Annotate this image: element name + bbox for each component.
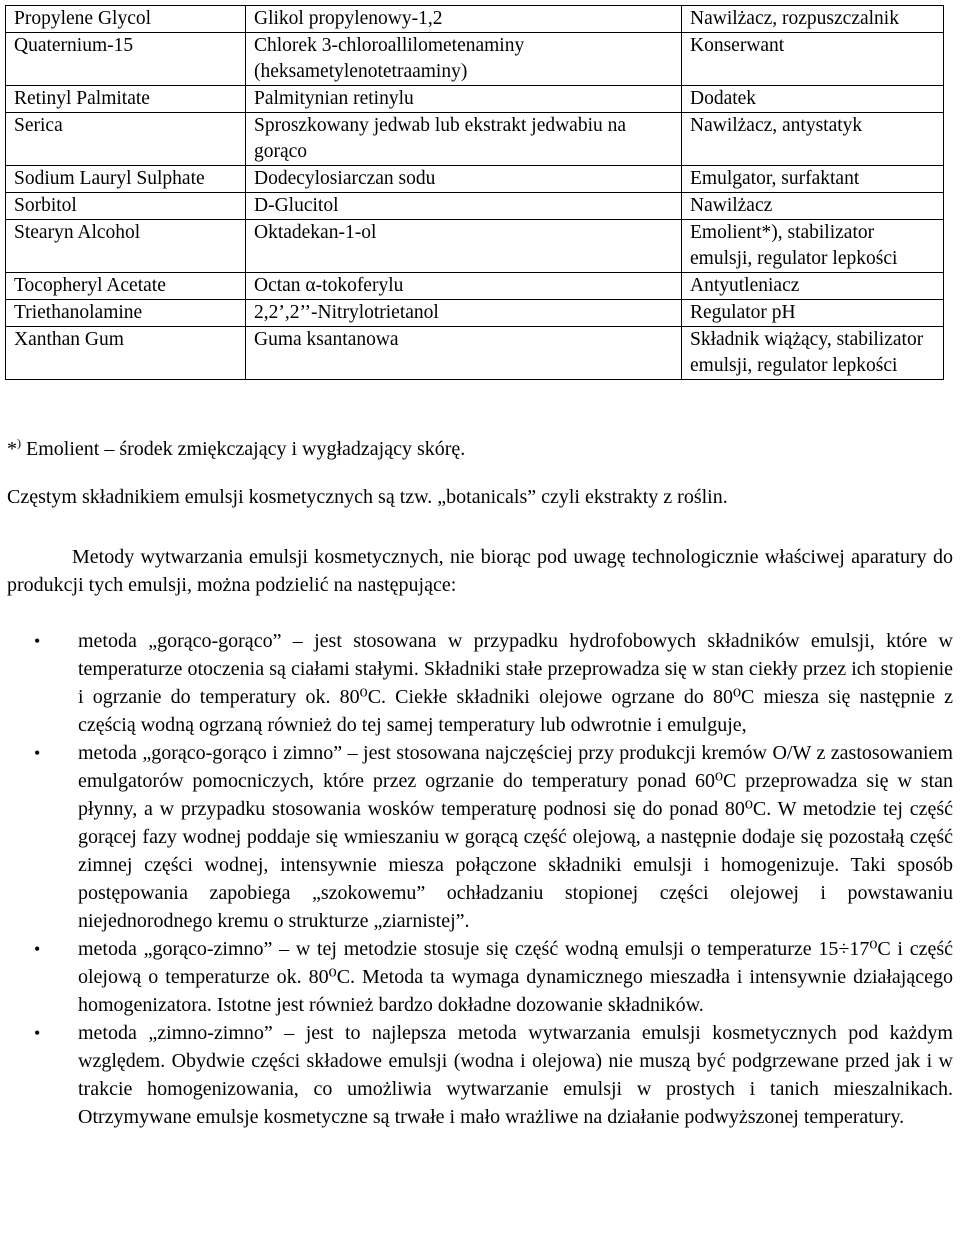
inci-cell: Sodium Lauryl Sulphate [6, 166, 246, 193]
table-row [6, 220, 944, 273]
list-item [0, 1019, 953, 1131]
name-cell: Chlorek 3-chloroallilometenaminy (heksametylenotetraaminy) [246, 33, 682, 86]
list-item-text: metoda „zimno-zimno” – jest to najlepsza metoda wytwarzania emulsji kosmetycznych pod każdym względem. Obydwie części składowe emulsji (wodna i olejowa) nie muszą być podgrzewane przed jak i w trakcie homogenizowania, co umożliwia wytwarzanie emulsji w prostych i tanich mieszalnikach. Otrzymywane emulsje kosmetyczne są trwałe i mało wrażliwe na działanie podwyższonej temperatury. [78, 1022, 953, 1128]
list-item [0, 935, 953, 1019]
table-row [6, 86, 944, 113]
inci-cell: Tocopheryl Acetate [6, 273, 246, 300]
function-cell: Składnik wiążący, stabilizator emulsji, regulator lepkości [682, 327, 944, 380]
table-row [6, 113, 944, 166]
inci-cell: Xanthan Gum [6, 327, 246, 380]
name-cell: Guma ksantanowa [246, 327, 682, 380]
methods-paragraph: Metody wytwarzania emulsji kosmetycznych, nie biorąc pod uwagę technologicznie właściwej aparatury do produkcji tych emulsji, można podzielić na następujące: [7, 546, 953, 596]
methods-list [0, 627, 953, 1131]
inci-cell: Propylene Glycol [6, 6, 246, 33]
name-cell: D-Glucitol [246, 193, 682, 220]
table-row [6, 273, 944, 300]
function-cell: Antyutleniacz [682, 273, 944, 300]
table-row [6, 6, 944, 33]
function-cell: Emulgator, surfaktant [682, 166, 944, 193]
list-item [0, 627, 953, 739]
bullet-icon: • [34, 631, 41, 651]
bullet-icon: • [34, 743, 41, 763]
function-cell: Nawilżacz, rozpuszczalnik [682, 6, 944, 33]
footnote [7, 430, 465, 462]
inci-cell: Quaternium-15 [6, 33, 246, 86]
function-cell: Konserwant [682, 33, 944, 86]
list-item-text: metoda „gorąco-gorąco i zimno” – jest stosowana najczęściej przy produkcji kremów O/W z zastosowaniem emulgatorów pomocniczych, które przez ogrzanie do temperatury ponad 60⁰C przeprowadza się w stan płynny, a w przypadku stosowania wosków temperaturę podnosi się do ponad 80⁰C. W metodzie tej część gorącej fazy wodnej poddaje się wmieszaniu w gorącą część olejową, a następnie dodaje się pozostałą część zimnej części wodnej, intensywnie miesza połączone składniki emulsji i homogenizuje. Taki sposób postępowania zapobiega „szokowemu” ochładzaniu stopionej części olejowej i powstawaniu niejednorodnego kremu o strukturze „ziarnistej”. [78, 742, 953, 932]
footnote-sup: ) [17, 436, 21, 450]
name-cell: Oktadekan-1-ol [246, 220, 682, 273]
ingredients-table [5, 5, 944, 380]
function-cell: Regulator pH [682, 300, 944, 327]
table-row [6, 327, 944, 380]
name-cell: Glikol propylenowy-1,2 [246, 6, 682, 33]
function-cell: Dodatek [682, 86, 944, 113]
table-row [6, 33, 944, 86]
bullet-icon: • [34, 1023, 41, 1043]
footnote-text: Emolient – środek zmiękczający i wygładzający skórę. [21, 438, 466, 460]
table-row [6, 193, 944, 220]
list-item-text: metoda „gorąco-zimno” – w tej metodzie stosuje się część wodną emulsji o temperaturze 15÷17⁰C i część olejową o temperaturze ok. 80⁰C. Metoda ta wymaga dynamicznego mieszadła i intensywnie działającego homogenizatora. Istotne jest również bardzo dokładne dozowanie składników. [78, 938, 953, 1016]
function-cell: Nawilżacz, antystatyk [682, 113, 944, 166]
inci-cell: Serica [6, 113, 246, 166]
list-item-text: metoda „gorąco-gorąco” – jest stosowana w przypadku hydrofobowych składników emulsji, które w temperaturze otoczenia są ciałami stałymi. Składniki stałe przeprowadza się w stan ciekły przez ich stopienie i ogrzanie do temperatury ok. 80⁰C. Ciekłe składniki olejowe ogrzane do 80⁰C miesza się następnie z częścią wodną ogrzaną również do tej samej temperatury lub odwrotnie i emulguje, [78, 630, 953, 736]
inci-cell: Retinyl Palmitate [6, 86, 246, 113]
inci-cell: Triethanolamine [6, 300, 246, 327]
name-cell: Palmitynian retinylu [246, 86, 682, 113]
name-cell: Sproszkowany jedwab lub ekstrakt jedwabiu na gorąco [246, 113, 682, 166]
footnote-mark: * [7, 438, 17, 460]
bullet-icon: • [34, 939, 41, 959]
table-row [6, 166, 944, 193]
intro-sentence: Częstym składnikiem emulsji kosmetycznych są tzw. „botanicals” czyli ekstrakty z roślin. [7, 486, 728, 508]
name-cell: Dodecylosiarczan sodu [246, 166, 682, 193]
inci-cell: Sorbitol [6, 193, 246, 220]
table-row [6, 300, 944, 327]
function-cell: Nawilżacz [682, 193, 944, 220]
list-item [0, 739, 953, 935]
inci-cell: Stearyn Alcohol [6, 220, 246, 273]
function-cell: Emolient*), stabilizator emulsji, regulator lepkości [682, 220, 944, 273]
name-cell: 2,2’,2’’-Nitrylotrietanol [246, 300, 682, 327]
name-cell: Octan α-tokoferylu [246, 273, 682, 300]
